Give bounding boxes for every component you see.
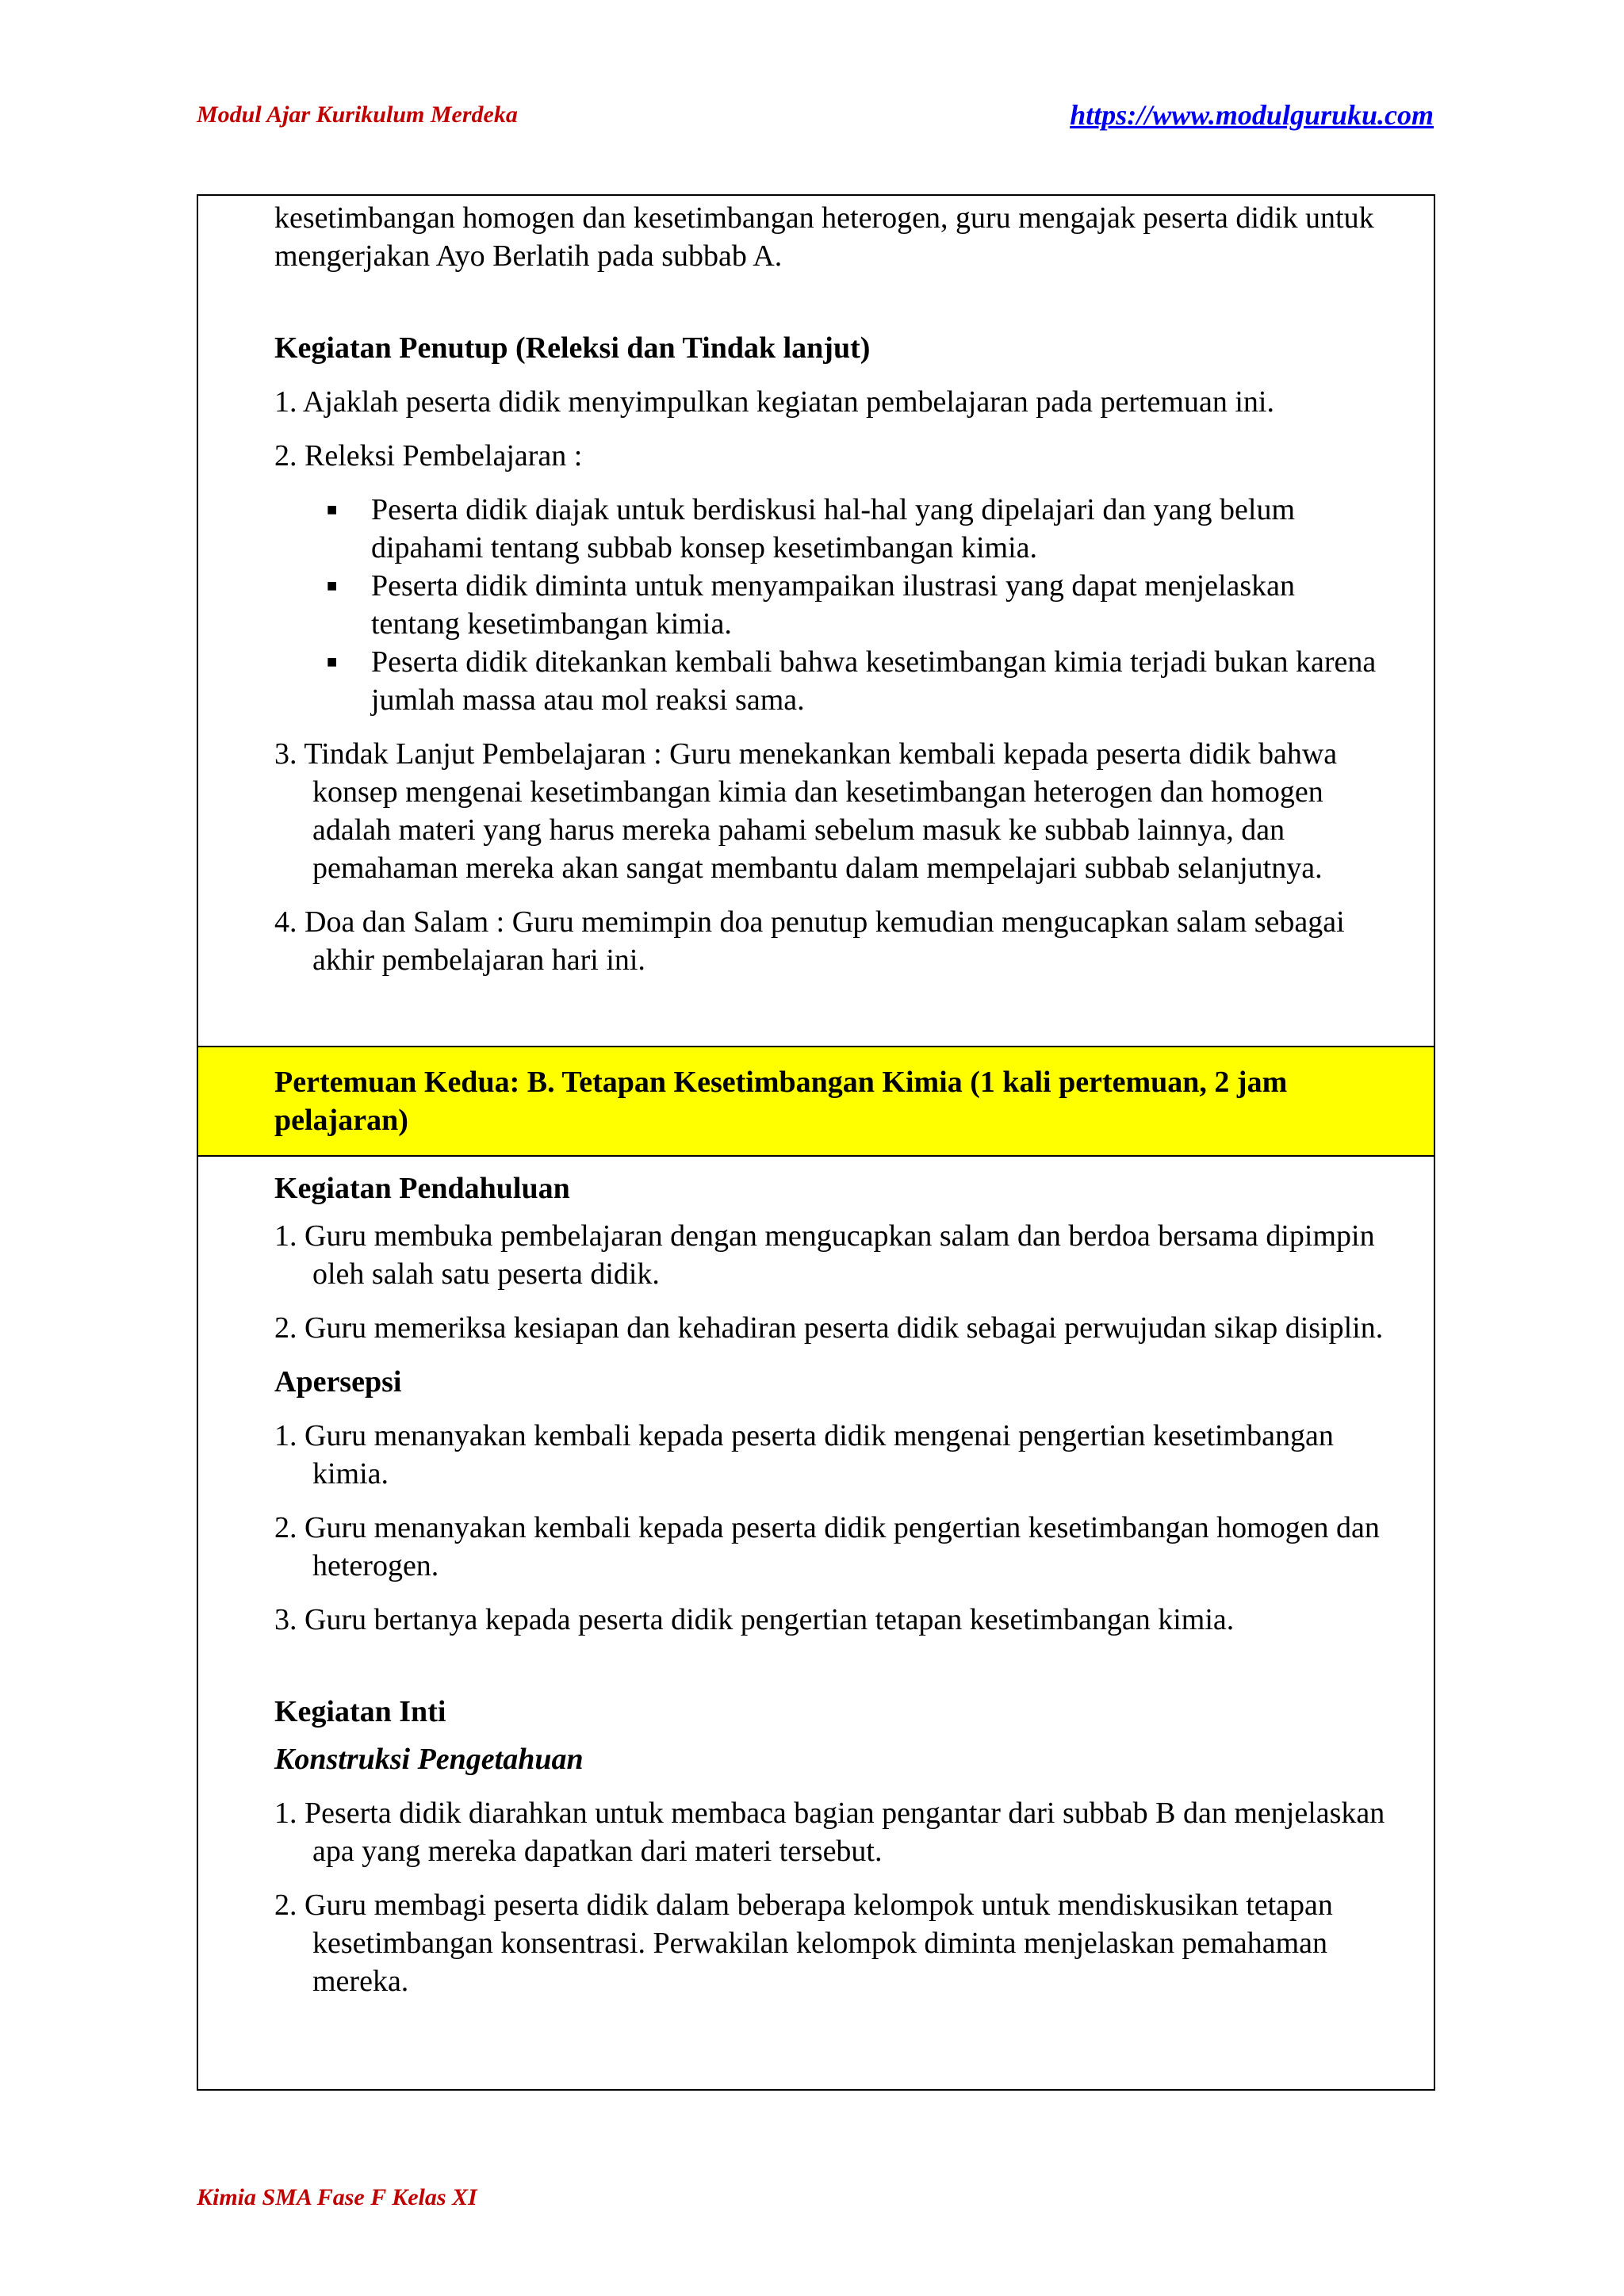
core-activities-heading: Kegiatan Inti	[274, 1695, 446, 1728]
introduction-heading: Kegiatan Pendahuluan	[274, 1172, 570, 1205]
construction-item-2: 2. Guru membagi peserta didik dalam beberapa kelompok untuk mendiskusikan tetapan kesetimbangan konsentrasi. Perwakilan kelompok diminta menjelaskan pemahaman mereka.	[274, 1888, 1333, 1998]
reflection-bullet	[274, 491, 1386, 567]
apperception-item-2: 2. Guru menanyakan kembali kepada peserta didik pengertian kesetimbangan homogen dan heterogen.	[274, 1511, 1380, 1582]
closing-item-3: 3. Tindak Lanjut Pembelajaran : Guru menekankan kembali kepada peserta didik bahwa konsep mengenai kesetimbangan kimia dan kesetimbangan heterogen dan homogen adalah materi yang harus mereka pahami sebelum masuk ke subbab lainnya, dan pemahaman mereka akan sangat membantu dalam mempelajari subbab selanjutnya.	[274, 737, 1338, 885]
square-bullet-icon: ■	[327, 499, 338, 519]
page-footer: Kimia SMA Fase F Kelas XI	[197, 2184, 477, 2210]
page-header	[197, 101, 1434, 141]
intro-paragraph: kesetimbangan homogen dan kesetimbangan heterogen, guru mengajak peserta didik untuk mengerjakan Ayo Berlatih pada subbab A.	[274, 201, 1374, 273]
bullet-text: Peserta didik diminta untuk menyampaikan ilustrasi yang dapat menjelaskan tentang kesetimbangan kimia.	[371, 569, 1296, 641]
closing-item-2: 2. Releksi Pembelajaran :	[274, 439, 583, 473]
closing-heading: Kegiatan Penutup (Releksi dan Tindak lanjut)	[274, 331, 871, 365]
bullet-text: Peserta didik ditekankan kembali bahwa kesetimbangan kimia terjadi bukan karena jumlah massa atau mol reaksi sama.	[371, 645, 1377, 717]
apperception-heading: Apersepsi	[274, 1365, 402, 1399]
construction-item-1: 1. Peserta didik diarahkan untuk membaca bagian pengantar dari subbab B dan menjelaskan apa yang mereka dapatkan dari materi tersebut.	[274, 1797, 1385, 1868]
meeting-two-highlight-row	[198, 1046, 1434, 1157]
bullet-text: Peserta didik diajak untuk berdiskusi hal-hal yang dipelajari dan yang belum dipahami tentang subbab konsep kesetimbangan kimia.	[371, 493, 1296, 564]
reflection-bullet	[274, 567, 1386, 643]
introduction-item-1: 1. Guru membuka pembelajaran dengan mengucapkan salam dan berdoa bersama dipimpin oleh salah satu peserta didik.	[274, 1219, 1375, 1291]
apperception-item-1: 1. Guru menanyakan kembali kepada peserta didik mengenai pengertian kesetimbangan kimia.	[274, 1419, 1334, 1490]
meeting-two-activities-cell	[198, 1157, 1434, 2000]
closing-activities-cell	[198, 196, 1434, 1046]
closing-item-1: 1. Ajaklah peserta didik menyimpulkan kegiatan pembelajaran pada pertemuan ini.	[274, 385, 1274, 419]
reflection-bullet	[274, 643, 1386, 719]
square-bullet-icon: ■	[327, 576, 338, 595]
introduction-item-2: 2. Guru memeriksa kesiapan dan kehadiran peserta didik sebagai perwujudan sikap disiplin.	[274, 1311, 1384, 1345]
header-module-title: Modul Ajar Kurikulum Merdeka	[197, 101, 518, 128]
meeting-two-title: Pertemuan Kedua: B. Tetapan Kesetimbangan Kimia (1 kali pertemuan, 2 jam pelajaran)	[274, 1066, 1288, 1137]
closing-item-4: 4. Doa dan Salam : Guru memimpin doa penutup kemudian mengucapkan salam sebagai akhir pembelajaran hari ini.	[274, 905, 1345, 977]
lesson-content-table	[197, 194, 1435, 2091]
knowledge-construction-heading: Konstruksi Pengetahuan	[274, 1743, 584, 1776]
apperception-item-3: 3. Guru bertanya kepada peserta didik pengertian tetapan kesetimbangan kimia.	[274, 1603, 1235, 1636]
header-website-link[interactable]: https://www.modulguruku.com	[1070, 99, 1434, 131]
reflection-bullet-list	[274, 491, 1386, 719]
square-bullet-icon: ■	[327, 652, 338, 672]
